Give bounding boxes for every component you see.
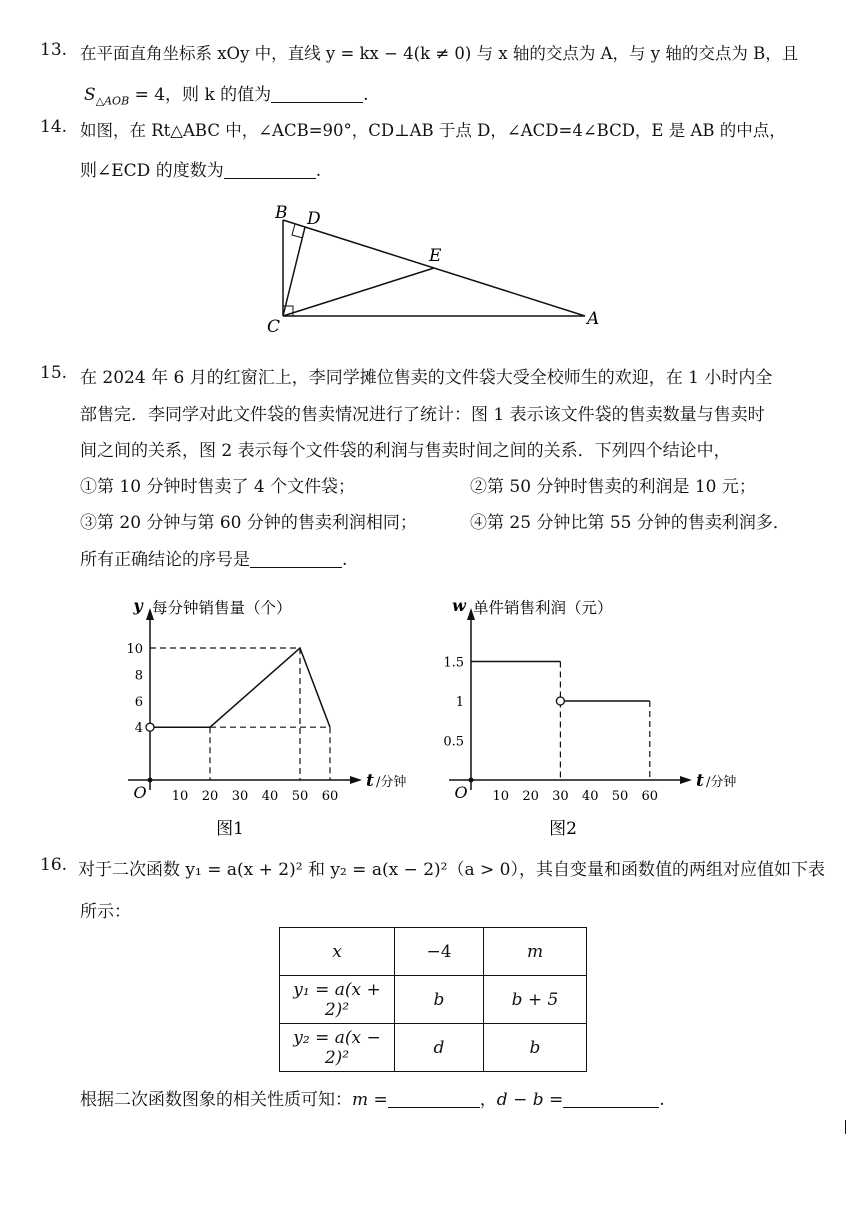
chart2-y-tick-label: 0.5 <box>443 734 464 750</box>
label-b: B <box>275 203 288 223</box>
chart-figure-2 <box>430 590 760 840</box>
q16-period: . <box>659 1090 665 1110</box>
chart2-figure-caption: 图2 <box>549 819 577 839</box>
chart1-x-axis-letter: t <box>366 771 374 791</box>
table-header-m: m <box>484 928 587 976</box>
q16-question-text: 根据二次函数图象的相关性质可知： <box>80 1090 352 1110</box>
chart1-x-tick-label: 20 <box>201 789 219 804</box>
chart2-y-tick-label: 1.5 <box>443 655 464 671</box>
q13-line2 <box>84 80 369 107</box>
segment-cd <box>283 227 305 316</box>
chart1-open-point <box>146 723 154 731</box>
chart2-x-tick-label: 60 <box>641 789 659 804</box>
q14-line2 <box>80 156 321 181</box>
q15-line1: 在 2024 年 6 月的红窗汇上，李同学摊位售卖的文件袋大受全校师生的欢迎，在 1 小时内全 <box>80 368 773 388</box>
q16-line1: 对于二次函数 y₁ = a(x + 2)² 和 y₂ = a(x − 2)²（a > 0），其自变量和函数值的两组对应值如下表 <box>78 860 825 880</box>
chart2-x-axis-letter: t <box>696 771 704 791</box>
segment-ce <box>283 268 434 316</box>
chart1-x-tick-label: 10 <box>171 789 189 804</box>
chart2-open-point <box>556 697 564 705</box>
chart1-origin-dot <box>148 778 153 783</box>
chart1-y-tick-label: 6 <box>134 694 143 710</box>
q15-question-text: 所有正确结论的序号是 <box>80 550 250 570</box>
chart1-x-tick-label: 60 <box>321 789 339 804</box>
q15-option-3: ③第 20 分钟与第 60 分钟的售卖利润相同； <box>80 513 417 533</box>
table-header-neg4: −4 <box>395 928 484 976</box>
q16-db-label: d − b = <box>496 1090 564 1110</box>
chart2-origin-label: O <box>454 783 468 802</box>
chart1-figure-caption: 图1 <box>216 819 244 839</box>
q16-db-blank[interactable] <box>563 1090 659 1108</box>
chart1-series-line-1 <box>150 648 330 727</box>
table-cell: d <box>395 1024 484 1072</box>
q16-question <box>80 1085 665 1110</box>
table-cell: b <box>395 976 484 1024</box>
chart1-y-axis-letter: y <box>133 596 143 615</box>
table-cell: y₁ = a(x + 2)² <box>280 976 395 1024</box>
q13-area-symbol: S <box>84 85 96 105</box>
table-row <box>280 928 587 976</box>
chart2-x-tick-label: 50 <box>611 789 629 804</box>
q16-line2: 所示： <box>80 902 131 922</box>
chart1-origin-label: O <box>133 783 147 802</box>
label-a: A <box>587 309 600 329</box>
q13-number: 13. <box>40 40 68 60</box>
chart1-y-tick-label: 10 <box>126 642 143 657</box>
chart-figure-1 <box>100 590 430 840</box>
chart1-x-tick-label: 50 <box>291 789 309 804</box>
chart2-x-tick-label: 40 <box>581 789 599 804</box>
chart2-origin-dot <box>469 778 474 783</box>
table-header-x: x <box>280 928 395 976</box>
chart1-y-tick-label: 4 <box>134 721 143 737</box>
chart2-x-axis-arrow <box>680 776 692 784</box>
chart1-x-axis-arrow <box>350 776 362 784</box>
q13-line2-text: = 4，则 k 的值为 <box>129 85 272 105</box>
chart1-x-tick-label: 40 <box>261 789 279 804</box>
q15-option-4: ④第 25 分钟比第 55 分钟的售卖利润多． <box>470 513 790 533</box>
q15-option-2: ②第 50 分钟时售卖的利润是 10 元； <box>470 477 756 497</box>
chart2-x-tick-label: 10 <box>492 789 510 804</box>
chart2-y-axis-letter: w <box>452 596 466 615</box>
chart2-y-axis-title: 单件销售利润（元） <box>473 599 613 617</box>
table-cell: b + 5 <box>484 976 587 1024</box>
q16-number: 16. <box>40 855 68 875</box>
q13-area-subscript: △AOB <box>95 94 130 108</box>
q15-question <box>80 545 347 570</box>
q15-option-1: ①第 10 分钟时售卖了 4 个文件袋； <box>80 477 356 497</box>
q15-line2: 部售完．李同学对此文件袋的售卖情况进行了统计：图 1 表示该文件袋的售卖数量与售卖时 <box>80 405 765 425</box>
q13-answer-blank[interactable] <box>271 85 363 103</box>
chart1-y-axis-title: 每分钟销售量（个） <box>152 599 292 617</box>
table-cell: b <box>484 1024 587 1072</box>
table-row <box>280 976 587 1024</box>
q15-number: 15. <box>40 363 68 383</box>
q16-separator: ， <box>479 1090 497 1110</box>
q14-line1: 如图，在 Rt△ABC 中，∠ACB=90°，CD⊥AB 于点 D，∠ACD=4∠BCD，E 是 AB 的中点， <box>80 121 786 140</box>
q13-period: . <box>363 85 369 105</box>
q13-line1: 在平面直角坐标系 xOy 中，直线 y = kx − 4(k ≠ 0) 与 x 轴的交点为 A，与 y 轴的交点为 B，且 <box>80 44 799 63</box>
q14-period: . <box>315 161 322 181</box>
chart2-x-axis-unit: /分钟 <box>706 775 737 790</box>
q15-line3: 间之间的关系，图 2 表示每个文件袋的利润与售卖时间之间的关系．下列四个结论中， <box>80 441 731 461</box>
q16-m-label: m = <box>352 1090 388 1110</box>
q16-m-blank[interactable] <box>388 1090 480 1108</box>
q14-line2-text: 则∠ECD 的度数为 <box>80 161 224 181</box>
q15-answer-blank[interactable] <box>250 550 342 568</box>
q14-number: 14. <box>40 117 68 137</box>
label-d: D <box>307 209 321 229</box>
chart1-x-axis-unit: /分钟 <box>376 775 407 790</box>
chart1-y-tick-label: 8 <box>134 668 143 684</box>
chart2-y-tick-label: 1 <box>455 695 464 710</box>
chart2-x-tick-label: 30 <box>552 789 569 804</box>
table-cell: y₂ = a(x − 2)² <box>280 1024 395 1072</box>
chart2-x-tick-label: 20 <box>522 789 539 804</box>
table-row <box>280 1024 587 1072</box>
chart1-x-tick-label: 30 <box>231 789 249 804</box>
q15-period: . <box>342 550 348 570</box>
label-c: C <box>267 317 281 337</box>
triangle-figure <box>265 198 615 338</box>
page-edge-mark <box>845 1120 846 1134</box>
q14-answer-blank[interactable] <box>224 161 316 179</box>
label-e: E <box>429 246 442 266</box>
value-table <box>279 927 587 1072</box>
